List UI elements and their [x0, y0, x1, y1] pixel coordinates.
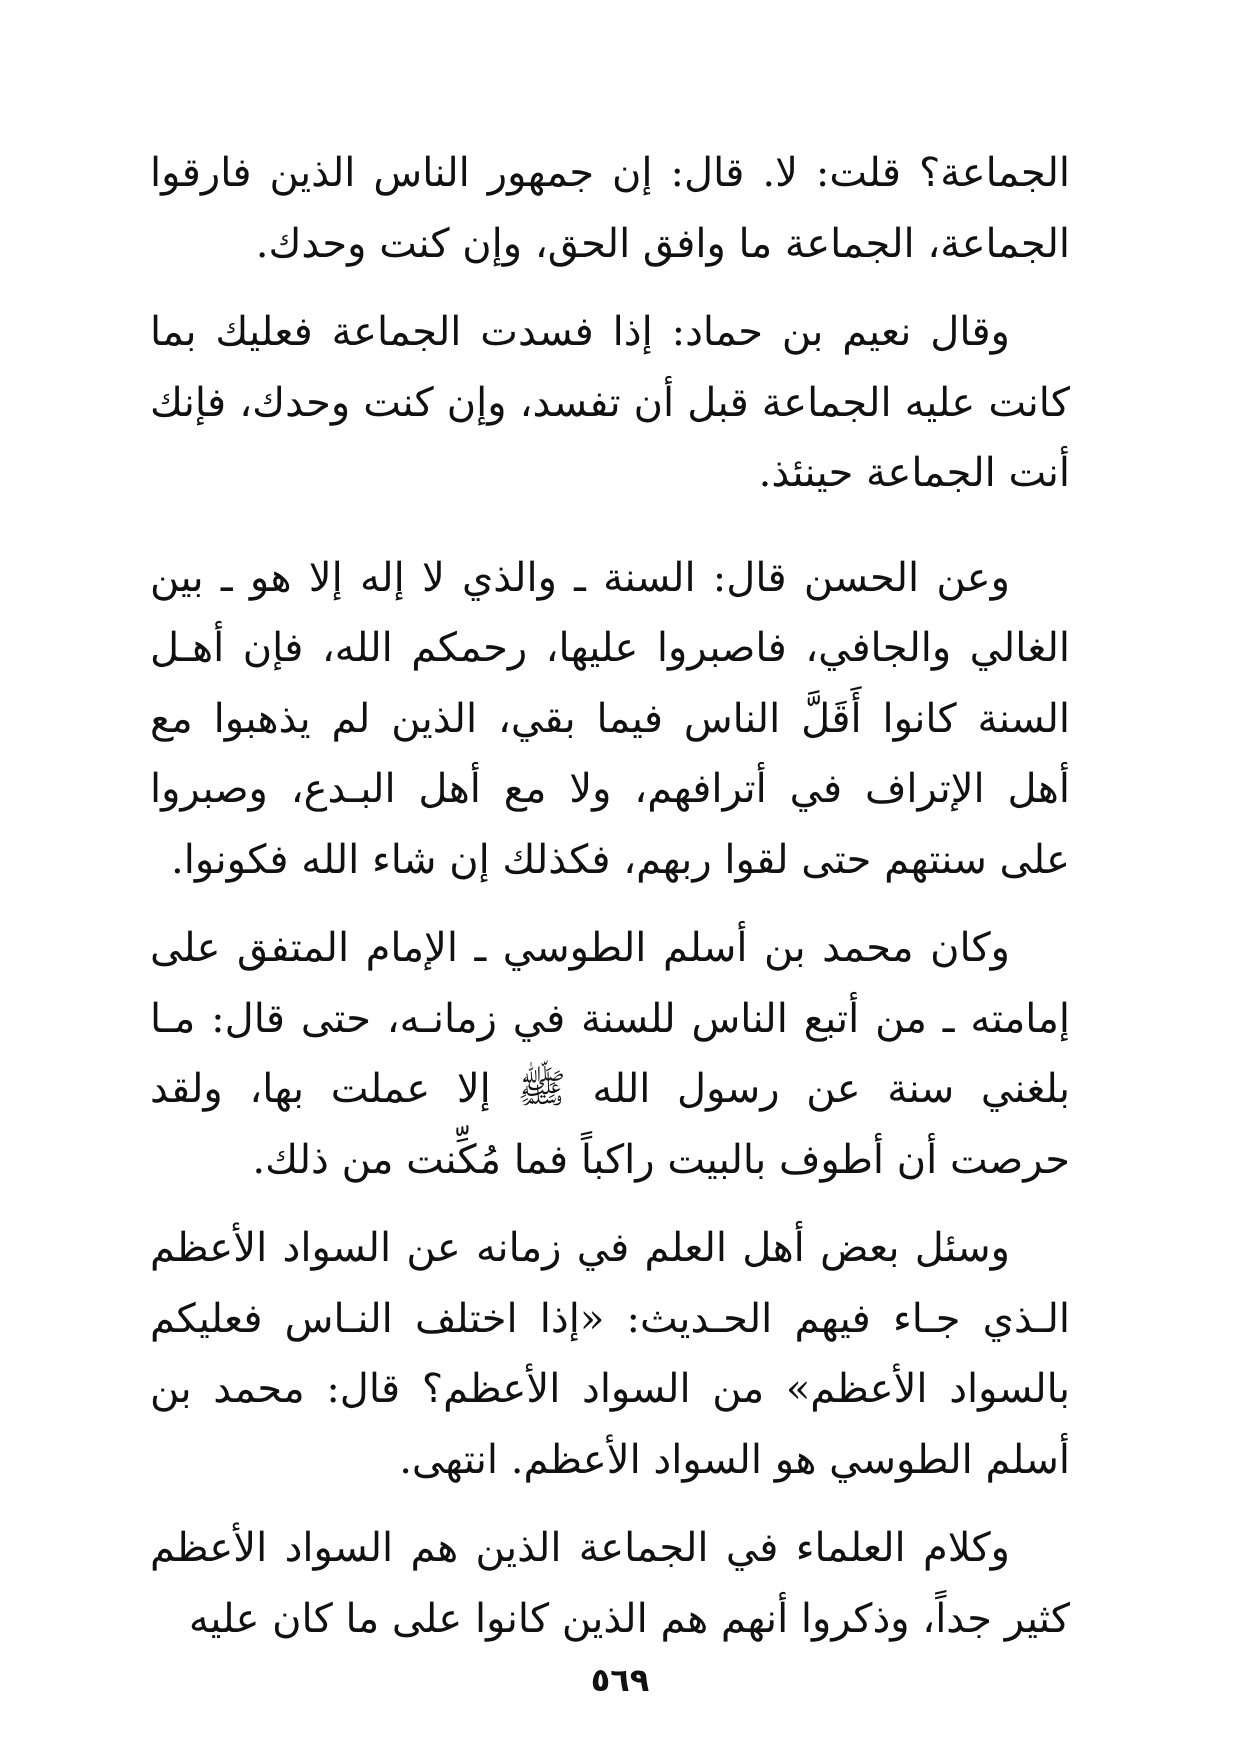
paragraph-1: الجماعة؟ قلت: لا. قال: إن جمهور الناس الذين فارقوا الجماعة، الجماعة ما وافق الحق، وإن كنت وحدك. [150, 150, 1070, 267]
page-number: ٥٦٩ [590, 1661, 650, 1699]
body-text [150, 138, 1070, 1672]
paragraph-4: وكان محمد بن أسلم الطوسي ـ الإمام المتفق على إمامته ـ من أتبع الناس للسنة في زمانـه، حتى قال: مـا بلغني سنة عن رسول الله ﷺ إلا عملت بها، ولقد حرصت أن أطوف بالبيت راكباً فما مُكِّنت من ذلك. [150, 925, 1070, 1183]
paragraph-5: وسئل بعض أهل العلم في زمانه عن السواد الأعظم الـذي جـاء فيهم الحـديث: «إذا اختلف النـاس فعليكم بالسواد الأعظم» من السواد الأعظم؟ قال: محمد بن أسلم الطوسي هو السواد الأعظم. انتهى. [150, 1225, 1070, 1483]
paragraph-3: وعن الحسن قال: السنة ـ والذي لا إله إلا هو ـ بين الغالي والجافي، فاصبروا عليها، رحمكم الله، فإن أهـل السنة كانوا أَقَلَّ الناس فيما بقي، الذين لم يذهبوا مع أهل الإتراف في أترافهم، ولا مع أهل البـدع، وصبروا على سنتهم حتى لقوا ربهم، فكذلك إن شاء الله فكونوا. [150, 554, 1070, 883]
paragraph-6: وكلام العلماء في الجماعة الذين هم السواد الأعظم كثير جداً، وذكروا أنهم هم الذين كانوا على ما كان عليه [150, 1525, 1070, 1642]
paragraph-2: وقال نعيم بن حماد: إذا فسدت الجماعة فعليك بما كانت عليه الجماعة قبل أن تفسد، وإن كنت وحدك، فإنك أنت الجماعة حينئذ. [150, 309, 1071, 496]
